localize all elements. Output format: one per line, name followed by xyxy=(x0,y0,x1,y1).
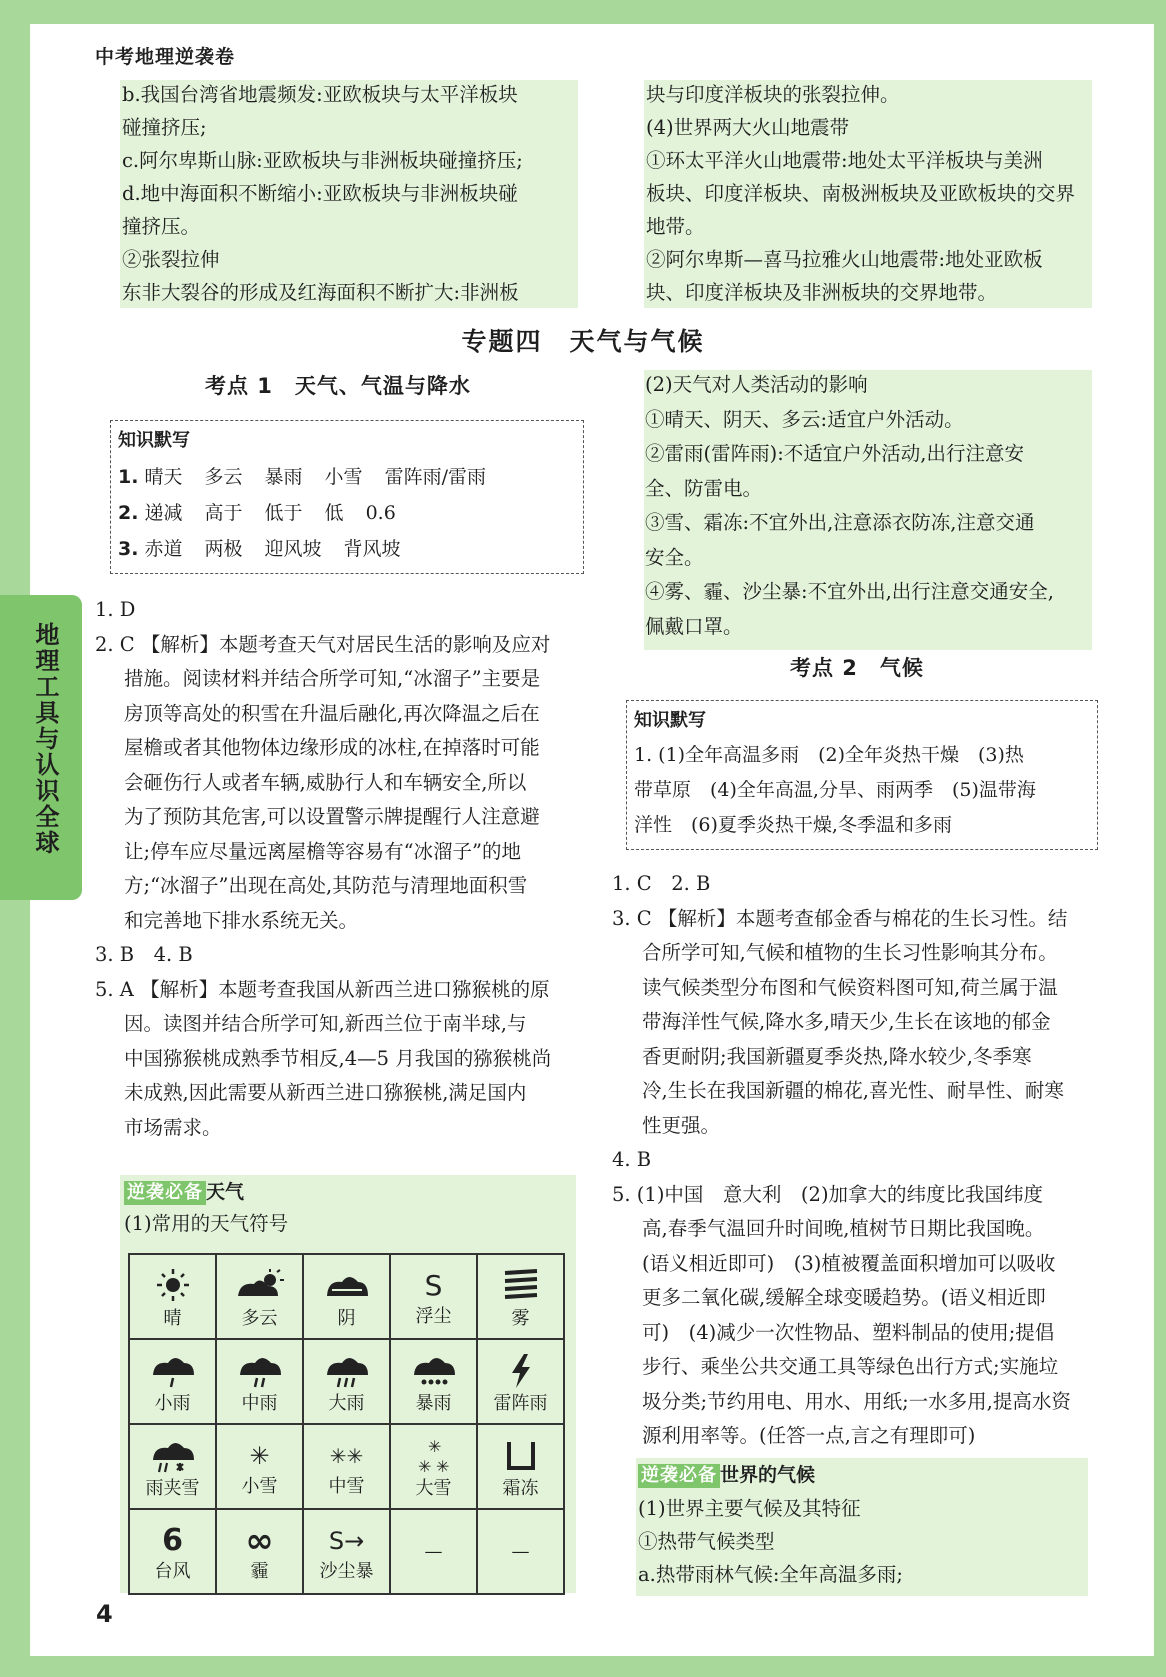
weather-cell: ✳✳ 中雪 xyxy=(303,1424,390,1509)
text-line: 全、防雷电。 xyxy=(645,476,763,500)
kp1-row-1: 1. 晴天 多云 暴雨 小雪 雷阵雨/雷雨 xyxy=(118,466,486,488)
floating-dust-icon: S xyxy=(424,1268,443,1302)
text-line: ②张裂拉伸 xyxy=(122,248,220,271)
weather-cell: 雨夹雪 xyxy=(129,1424,216,1509)
answer-5-line: 源利用率等。(任答一点,言之有理即可) xyxy=(642,1424,976,1447)
answer-2-line: 屋檐或者其他物体边缘形成的冰柱,在掉落时可能 xyxy=(124,736,540,759)
text-line: d.地中海面积不断缩小:亚欧板块与非洲板块碰 xyxy=(122,182,518,205)
kp2-title: 考点 2 气候 xyxy=(790,656,924,680)
text-line: (1)世界主要气候及其特征 xyxy=(638,1497,861,1520)
answer-5-line: 因。读图并结合所学可知,新西兰位于南半球,与 xyxy=(124,1012,527,1035)
text-line: ①环太平洋火山地震带:地处太平洋板块与美洲 xyxy=(646,149,1043,172)
answer-3-line: 性更强。 xyxy=(642,1113,721,1137)
answer-5-line: 5. (1)中国 意大利 (2)加拿大的纬度比我国纬度 xyxy=(612,1182,1044,1206)
text-line: 碰撞挤压; xyxy=(122,116,207,139)
weather-cell: 雷阵雨 xyxy=(477,1339,564,1424)
svg-text:✳: ✳ xyxy=(427,1437,441,1456)
sun-icon xyxy=(130,1268,215,1308)
answer-1: 1. D xyxy=(95,598,136,621)
partly-cloudy-icon xyxy=(217,1268,302,1308)
heavy-snow-icon xyxy=(391,1438,476,1478)
text-line: c.阿尔卑斯山脉:亚欧板块与非洲板块碰撞挤压; xyxy=(122,149,523,172)
top-right-text xyxy=(646,78,1106,309)
answer-5-line: (语义相近即可) (3)植被覆盖面积增加可以吸收 xyxy=(642,1251,1056,1275)
text-line: 地带。 xyxy=(646,215,705,238)
weather-cell: 暴雨 xyxy=(390,1339,477,1424)
overcast-icon xyxy=(304,1268,389,1308)
weather-cell: 阴 xyxy=(303,1254,390,1339)
page-header: 中考地理逆袭卷 xyxy=(95,46,236,68)
answer-5-line: 可) (4)减少一次性物品、塑料制品的使用;提倡 xyxy=(642,1320,1055,1344)
weather-cell: 多云 xyxy=(216,1254,303,1339)
text-line: ②阿尔卑斯—喜马拉雅火山地震带:地处亚欧板 xyxy=(646,248,1043,271)
weather-symbol-table xyxy=(128,1253,565,1595)
side-tab-label: 地理工具与认识全球 xyxy=(31,622,59,856)
kp1-title: 考点 1 天气、气温与降水 xyxy=(205,374,471,398)
answer-5-line: 中国猕猴桃成熟季节相反,4—5 月我国的猕猴桃尚 xyxy=(124,1046,552,1070)
answer-2-line: 让;停车应尽量远离屋檐等容易有“冰溜子”的地 xyxy=(124,839,522,863)
heavy-rain-icon xyxy=(304,1353,389,1393)
fog-icon xyxy=(478,1268,563,1308)
rainstorm-icon xyxy=(391,1353,476,1393)
weather-tag: 逆袭必备 xyxy=(124,1181,206,1205)
weather-cell: ∞ 霾 xyxy=(216,1509,303,1594)
typhoon-icon: 6 xyxy=(162,1522,183,1558)
weather-cell: 小雨 xyxy=(129,1339,216,1424)
text-line: 块与印度洋板块的张裂拉伸。 xyxy=(646,83,900,106)
answer-3-line: 读气候类型分布图和气候资料图可知,荷兰属于温 xyxy=(642,975,1058,999)
answer-2-line: 为了预防其危害,可以设置警示牌提醒行人注意避 xyxy=(124,805,540,828)
answer-3-4: 3. B 4. B xyxy=(95,943,193,966)
answer-3-line: 3. C 【解析】本题考查郁金香与棉花的生长习性。结 xyxy=(612,906,1068,930)
weather-cell: — xyxy=(477,1509,564,1594)
page-number: 4 xyxy=(96,1600,113,1628)
kp2-line: 1. (1)全年高温多雨 (2)全年炎热干燥 (3)热 xyxy=(634,744,1024,766)
text-line: ①晴天、阴天、多云:适宜户外活动。 xyxy=(645,407,964,431)
haze-icon: ∞ xyxy=(245,1520,274,1561)
thunderstorm-icon xyxy=(478,1353,563,1393)
text-line: ②雷雨(雷阵雨):不适宜户外活动,出行注意安 xyxy=(645,442,1024,465)
top-left-text xyxy=(122,78,592,309)
weather-head xyxy=(124,1176,574,1240)
weather-cell: 大雨 xyxy=(303,1339,390,1424)
answer-5-line: 市场需求。 xyxy=(124,1115,222,1139)
text-line: (2)天气对人类活动的影响 xyxy=(645,373,868,396)
weather-cell: — xyxy=(390,1509,477,1594)
answer-2-line: 房顶等高处的积雪在升温后融化,再次降温之后在 xyxy=(124,701,540,725)
text-line: 安全。 xyxy=(645,545,704,569)
weather-tag-title: 天气 xyxy=(206,1181,245,1203)
weather-subhead: (1)常用的天气符号 xyxy=(124,1212,289,1235)
answer-3-line: 合所学可知,气候和植物的生长习性影响其分布。 xyxy=(642,941,1058,964)
sandstorm-icon: S→ xyxy=(328,1526,365,1555)
section-title: 专题四 天气与气候 xyxy=(461,327,705,356)
answer-3-line: 冷,生长在我国新疆的棉花,喜光性、耐旱性、耐寒 xyxy=(642,1079,1064,1102)
answer-2-line: 措施。阅读材料并结合所学可知,“冰溜子”主要是 xyxy=(124,667,541,690)
sleet-icon xyxy=(130,1438,215,1478)
frost-icon xyxy=(478,1438,563,1478)
right-answers xyxy=(612,867,1112,1454)
weather-cell: ✳ 小雪 xyxy=(216,1424,303,1509)
text-line: 撞挤压。 xyxy=(122,215,201,238)
weather-cell: 中雨 xyxy=(216,1339,303,1424)
moderate-snow-icon: ✳✳ xyxy=(329,1443,364,1468)
kp1-box-heading: 知识默写 xyxy=(118,430,190,451)
text-line: b.我国台湾省地震频发:亚欧板块与太平洋板块 xyxy=(122,83,518,106)
answer-5-line: 高,春季气温回升时间晚,植树节日期比我国晚。 xyxy=(642,1217,1045,1240)
kp1-row-3: 3. 赤道 两极 迎风坡 背风坡 xyxy=(118,538,401,560)
moderate-rain-icon xyxy=(217,1353,302,1393)
text-line: ①热带气候类型 xyxy=(638,1530,775,1553)
text-line: 佩戴口罩。 xyxy=(645,614,743,638)
answer-5-line: 圾分类;节约用电、用水、用纸;一水多用,提高水资 xyxy=(642,1389,1071,1413)
text-line: ③雪、霜冻:不宜外出,注意添衣防冻,注意交通 xyxy=(645,511,1035,534)
answer-5-line: 5. A 【解析】本题考查我国从新西兰进口猕猴桃的原 xyxy=(95,977,550,1001)
answer-5-line: 步行、乘坐公共交通工具等绿色出行方式;实施垃 xyxy=(642,1355,1059,1378)
text-line: 东非大裂谷的形成及红海面积不断扩大:非洲板 xyxy=(122,281,519,304)
svg-text:✳: ✳ xyxy=(435,1456,449,1476)
answer-2-line: 会砸伤行人或者车辆,威胁行人和车辆安全,所以 xyxy=(124,770,527,794)
weather-cell: ✳ ✳ ✳ 大雪 xyxy=(390,1424,477,1509)
kp2-line: 洋性 (6)夏季炎热干燥,冬季温和多雨 xyxy=(634,814,952,836)
text-line: 块、印度洋板块及非洲板块的交界地带。 xyxy=(646,281,998,304)
answer-4: 4. B xyxy=(612,1148,652,1171)
weather-cell: 晴 xyxy=(129,1254,216,1339)
weather-cell: 6 台风 xyxy=(129,1509,216,1594)
answer-5-line: 更多二氧化碳,缓解全球变暖趋势。(语义相近即 xyxy=(642,1286,1046,1309)
kp2-line: 带草原 (4)全年高温,分旱、雨两季 (5)温带海 xyxy=(634,779,1036,801)
answer-2-line: 2. C 【解析】本题考查天气对居民生活的影响及应对 xyxy=(95,632,551,656)
climate-text xyxy=(638,1458,1088,1591)
answer-5-line: 未成熟,因此需要从新西兰进口猕猴桃,满足国内 xyxy=(124,1081,527,1104)
answer-2-line: 和完善地下排水系统无关。 xyxy=(124,908,359,932)
kp1-knowledge-box xyxy=(110,420,584,574)
answer-3-line: 带海洋性气候,降水多,晴天少,生长在该地的郁金 xyxy=(642,1010,1051,1033)
weather-effects-text xyxy=(645,368,1105,644)
svg-text:✳: ✳ xyxy=(417,1456,431,1476)
climate-tag: 逆袭必备 xyxy=(638,1464,720,1488)
text-line: 板块、印度洋板块、南极洲板块及亚欧板块的交界 xyxy=(646,182,1076,205)
answer-1-2: 1. C 2. B xyxy=(612,872,711,895)
kp2-knowledge-box xyxy=(626,700,1098,850)
answer-3-line: 香更耐阴;我国新疆夏季炎热,降水较少,冬季寒 xyxy=(642,1044,1032,1068)
light-snow-icon: ✳ xyxy=(249,1441,270,1470)
text-line: ④雾、霾、沙尘暴:不宜外出,出行注意交通安全, xyxy=(645,580,1054,603)
light-rain-icon xyxy=(130,1353,215,1393)
text-line: (4)世界两大火山地震带 xyxy=(646,116,850,139)
text-line: a.热带雨林气候:全年高温多雨; xyxy=(638,1563,903,1586)
weather-cell: S→ 沙尘暴 xyxy=(303,1509,390,1594)
weather-cell: S 浮尘 xyxy=(390,1254,477,1339)
answer-2-line: 方;“冰溜子”出现在高处,其防范与清理地面积雪 xyxy=(124,874,528,897)
climate-tag-title: 世界的气候 xyxy=(720,1464,816,1486)
left-answers xyxy=(95,593,595,1145)
kp1-row-2: 2. 递减 高于 低于 低 0.6 xyxy=(118,502,396,524)
kp2-box-heading: 知识默写 xyxy=(634,710,706,731)
weather-cell: 雾 xyxy=(477,1254,564,1339)
weather-cell: 霜冻 xyxy=(477,1424,564,1509)
